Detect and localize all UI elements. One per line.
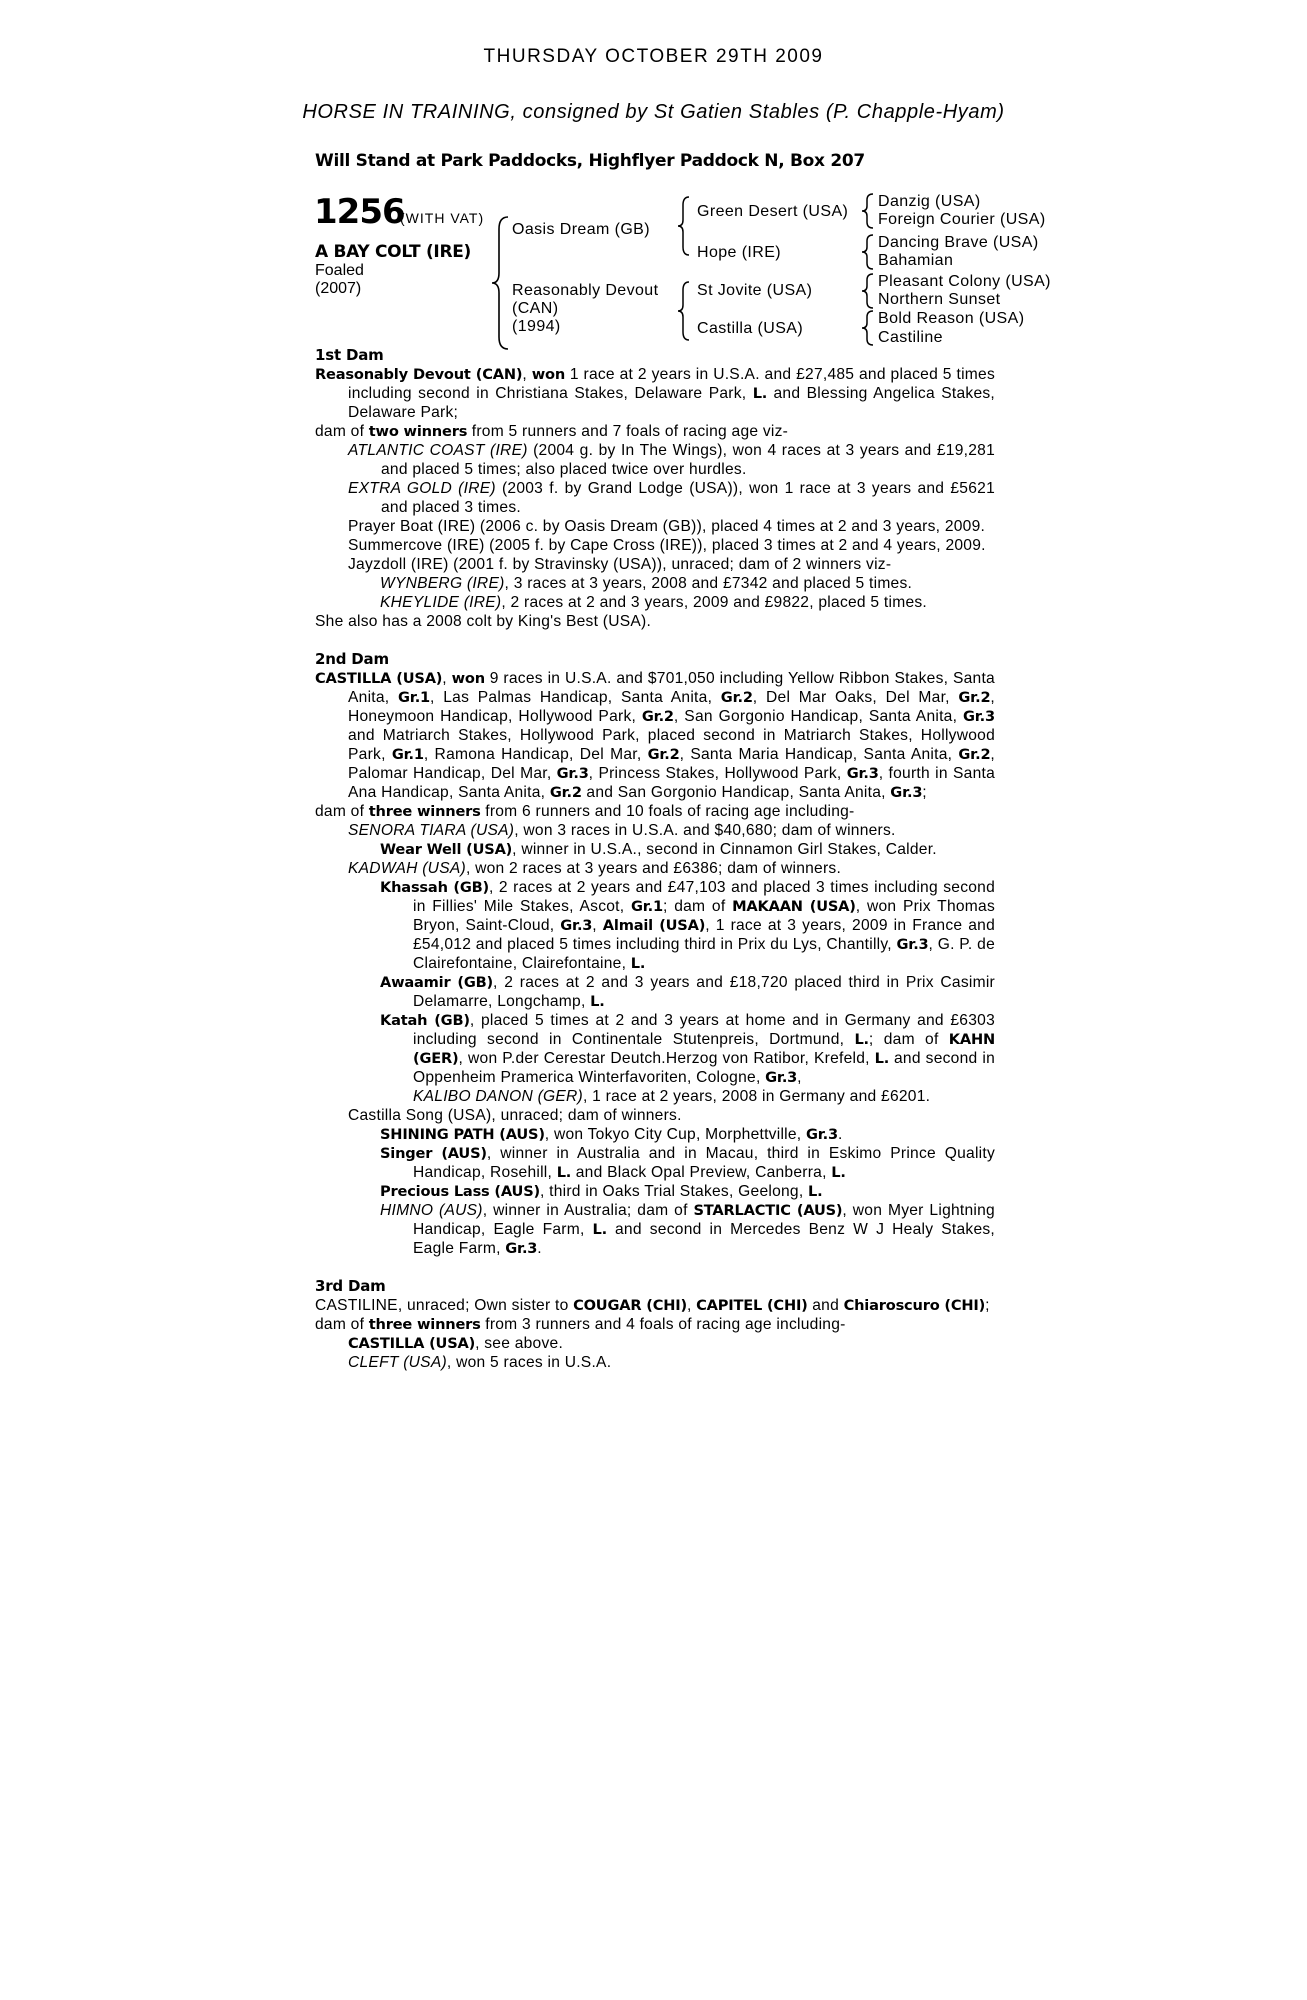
second-dam-record: CASTILLA (USA), won 9 races in U.S.A. and $701,050 including Yellow Ribbon Stakes, Santa Anita, Gr.1, Las Palmas Handicap, Santa Anita, Gr.2, Del Mar Oaks, Del Mar, Gr.2, Honeymoon Handicap, Hollywood Park, Gr.2, San Gorgonio Handicap, Santa Anita, Gr.3 and Matriarch Stakes, Hollywood Park, placed second in Matriarch Stakes, Hollywood Park, Gr.1, Ramona Handicap, Del Mar, Gr.2, Santa Maria Handicap, Santa Anita, Gr.2, Palomar Handicap, Del Mar, Gr.3, Princess Stakes, Hollywood Park, Gr.3, fourth in Santa Ana Handicap, Santa Anita, Gr.2 and San Gorgonio Handicap, Santa Anita, Gr.3;: [315, 670, 995, 801]
first-dam-produce-summary: dam of two winners from 5 runners and 7 foals of racing age viz-: [315, 423, 789, 440]
offspring-entry: Summercove (IRE) (2005 f. by Cape Cross (IRE)), placed 3 times at 2 and 4 years, 2009.: [348, 537, 986, 554]
family-details: [315, 346, 995, 1372]
offspring-entry: ATLANTIC COAST (IRE) (2004 g. by In The Wings), won 4 races at 3 years and £19,281 and placed 5 times; also placed twice over hurdles.: [348, 442, 995, 478]
foaled-year: (2007): [315, 280, 362, 297]
offspring-entry: EXTRA GOLD (IRE) (2003 f. by Grand Lodge (USA)), won 1 race at 3 years and £5621 and placed 3 times.: [348, 480, 995, 516]
pedigree-dam-line1: Reasonably Devout: [512, 282, 659, 299]
second-dam-produce-summary: dam of three winners from 6 runners and 10 foals of racing age including-: [315, 803, 855, 820]
pedigree-ggp-5: Pleasant Colony (USA): [878, 273, 1051, 290]
first-dam-heading: 1st Dam: [315, 346, 384, 364]
grand-offspring-entry: WYNBERG (IRE), 3 races at 3 years, 2008 and £7342 and placed 5 times.: [380, 575, 913, 592]
great-grand-offspring-entry: KALIBO DANON (GER), 1 race at 2 years, 2008 in Germany and £6201.: [413, 1088, 931, 1105]
grand-offspring-entry: Singer (AUS), winner in Australia and in Macau, third in Eskimo Prince Quality Handicap, Rosehill, L. and Black Opal Preview, Canberra, L.: [380, 1145, 995, 1181]
offspring-entry: Jayzdoll (IRE) (2001 f. by Stravinsky (USA)), unraced; dam of 2 winners viz-: [348, 556, 892, 573]
pedigree-ggp-2: Foreign Courier (USA): [878, 211, 1046, 228]
also-has-note: She also has a 2008 colt by King's Best (USA).: [315, 613, 652, 630]
offspring-entry: SENORA TIARA (USA), won 3 races in U.S.A. and $40,680; dam of winners.: [348, 822, 896, 839]
sire-line-brace: [676, 195, 692, 257]
grand-offspring-entry: KHEYLIDE (IRE), 2 races at 2 and 3 years, 2009 and £9822, placed 5 times.: [380, 594, 928, 611]
sire-dam-brace: [490, 215, 512, 351]
pedigree-granddam-2: Castilla (USA): [697, 320, 804, 337]
pedigree-dam-line2: (CAN): [512, 300, 559, 317]
third-dam-produce-summary: dam of three winners from 3 runners and 4 foals of racing age including-: [315, 1316, 846, 1333]
pedigree-grandsire-1: Green Desert (USA): [697, 203, 849, 220]
offspring-entry: Prayer Boat (IRE) (2006 c. by Oasis Dream (GB)), placed 4 times at 2 and 3 years, 2009.: [348, 518, 986, 535]
lot-number: 1256: [314, 192, 405, 232]
dam-line-brace: [676, 280, 692, 342]
pedigree-ggp-8: Castiline: [878, 329, 943, 346]
pedigree-granddam-1: Hope (IRE): [697, 244, 782, 261]
pedigree-ggp-6: Northern Sunset: [878, 291, 1001, 308]
grand-offspring-entry: Khassah (GB), 2 races at 2 years and £47,103 and placed 3 times including second in Fillies' Mile Stakes, Ascot, Gr.1; dam of MAKAAN (USA), won Prix Thomas Bryon, Saint-Cloud, Gr.3, Almail (USA), 1 race at 3 years, 2009 in France and £54,012 and placed 5 times including third in Prix du Lys, Chantilly, Gr.3, G. P. de Clairefontaine, Clairefontaine, L.: [380, 879, 996, 972]
pedigree-ggp-3: Dancing Brave (USA): [878, 234, 1039, 251]
gd2-brace: [860, 309, 876, 347]
horse-description: A BAY COLT (IRE): [315, 242, 472, 262]
foaled-label: Foaled: [315, 262, 364, 279]
pedigree-ggp-7: Bold Reason (USA): [878, 310, 1025, 327]
gs2-brace: [860, 272, 876, 310]
offspring-entry: CLEFT (USA), won 5 races in U.S.A.: [348, 1354, 612, 1371]
consignment-line: HORSE IN TRAINING, consigned by St Gatien Stables (P. Chapple-Hyam): [302, 101, 1005, 123]
stabling-location: Will Stand at Park Paddocks, Highflyer Paddock N, Box 207: [315, 151, 865, 171]
grand-offspring-entry: Awaamir (GB), 2 races at 2 and 3 years and £18,720 placed third in Prix Casimir Delamarre, Longchamp, L.: [380, 974, 995, 1010]
offspring-entry: CASTILLA (USA), see above.: [348, 1335, 564, 1352]
grand-offspring-entry: Katah (GB), placed 5 times at 2 and 3 years at home and in Germany and £6303 including second in Continentale Stutenpreis, Dortmund, L.; dam of KAHN (GER), won P.der Cerestar Deutch.Herzog von Ratibor, Krefeld, L. and second in Oppenheim Pramerica Winterfavoriten, Cologne, Gr.3,: [380, 1012, 996, 1086]
grand-offspring-entry: SHINING PATH (AUS), won Tokyo City Cup, Morphettville, Gr.3.: [380, 1126, 843, 1143]
sale-date: THURSDAY OCTOBER 29TH 2009: [483, 46, 824, 67]
grand-offspring-entry: Wear Well (USA), winner in U.S.A., second in Cinnamon Girl Stakes, Calder.: [380, 841, 937, 858]
grand-offspring-entry: Precious Lass (AUS), third in Oaks Trial Stakes, Geelong, L.: [380, 1183, 823, 1200]
vat-note: (WITH VAT): [400, 210, 485, 226]
second-dam-heading: 2nd Dam: [315, 650, 389, 668]
offspring-entry: KADWAH (USA), won 2 races at 3 years and £6386; dam of winners.: [348, 860, 842, 877]
offspring-entry: Castilla Song (USA), unraced; dam of winners.: [348, 1107, 682, 1124]
pedigree-ggp-4: Bahamian: [878, 252, 954, 269]
pedigree-ggp-1: Danzig (USA): [878, 193, 981, 210]
pedigree-grandsire-2: St Jovite (USA): [697, 282, 813, 299]
gd1-brace: [860, 233, 876, 271]
first-dam-record: Reasonably Devout (CAN), won 1 race at 2 years in U.S.A. and £27,485 and placed 5 times including second in Christiana Stakes, Delaware Park, L. and Blessing Angelica Stakes, Delaware Park;: [315, 366, 996, 421]
pedigree-sire: Oasis Dream (GB): [512, 221, 650, 238]
grand-offspring-entry: HIMNO (AUS), winner in Australia; dam of STARLACTIC (AUS), won Myer Lightning Handicap, Eagle Farm, L. and second in Mercedes Benz W J Healy Stakes, Eagle Farm, Gr.3.: [380, 1202, 996, 1257]
pedigree-dam-line3: (1994): [512, 318, 561, 335]
gs1-brace: [860, 192, 876, 230]
third-dam-record: CASTILINE, unraced; Own sister to COUGAR (CHI), CAPITEL (CHI) and Chiaroscuro (CHI);: [315, 1297, 990, 1314]
third-dam-heading: 3rd Dam: [315, 1277, 386, 1295]
